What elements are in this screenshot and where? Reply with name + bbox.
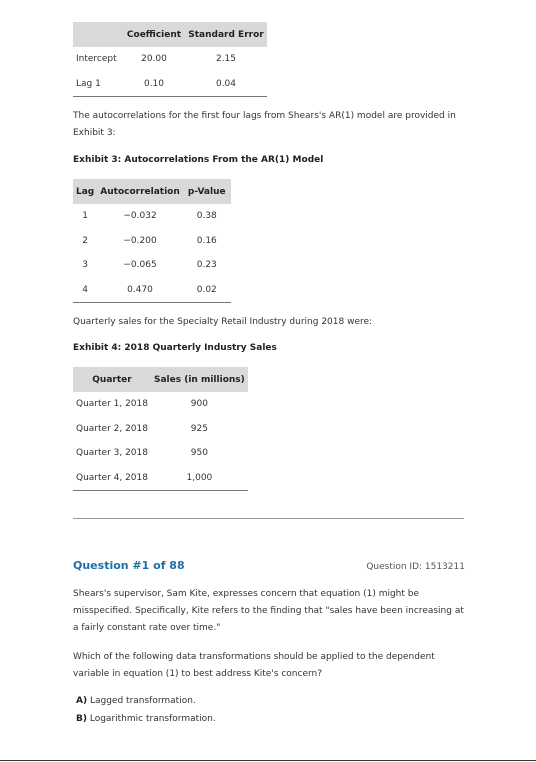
table-header-cell: Lag [73,179,97,204]
table-cell: Intercept [76,54,117,65]
table-cell: 0.10 [123,72,185,97]
table-header-cell: Autocorrelation [97,179,183,204]
table-cell: 900 [190,399,208,410]
option-text: Logarithmic transformation. [89,714,216,724]
table-header-cell [73,22,123,47]
table-header-cell: Quarter [73,367,151,392]
exhibit4-title: Exhibit 4: 2018 Quarterly Industry Sales [73,343,277,353]
table-cell: Lag 1 [73,72,123,97]
table-cell: Quarter 3, 2018 [76,448,148,459]
table-header-row [73,22,267,47]
table-cell: Quarter 1, 2018 [76,399,148,410]
page-bottom-border [0,760,536,761]
table-cell: 1,000 [151,466,248,491]
table-row [73,466,248,491]
table-row [73,441,248,466]
table-cell: 0.23 [196,260,217,271]
table-cell: 0.38 [196,211,217,222]
answer-option-a[interactable] [76,696,196,706]
table-cell: 0.16 [196,235,217,246]
table-cell: 0.470 [97,278,183,303]
table-cell: −0.065 [123,260,157,271]
table-header-cell: Coefficient [123,22,185,47]
answer-option-b[interactable] [76,714,216,724]
section-divider [73,518,464,519]
question-id: Question ID: 1513211 [366,562,465,572]
table-cell: 1 [82,211,88,222]
option-letter: A) [76,696,88,706]
table-header-row [73,367,248,392]
coefficient-table [73,22,267,97]
table-cell: 2.15 [215,54,237,65]
question-title: Question #1 of 88 [73,559,185,572]
table-cell: 2 [82,235,88,246]
table-row [73,229,231,254]
table-cell: 925 [190,423,208,434]
question-body: Shears's supervisor, Sam Kite, expresses concern that equation (1) might be misspecified. Specifically, Kite refers to the finding that "sales have been increasing at a fairly constant rate over time." [73,589,464,633]
table-row [73,392,248,417]
option-text: Lagged transformation. [89,696,196,706]
table-cell: 3 [82,260,88,271]
exhibit3-title: Exhibit 3: Autocorrelations From the AR(1) Model [73,155,324,165]
table-header-row [73,179,231,204]
autocorrelation-table [73,179,231,303]
table-cell: −0.032 [123,211,157,222]
table-cell: 950 [190,448,208,459]
question-prompt: Which of the following data transformations should be applied to the dependent variable in equation (1) to best address Kite's concern? [73,652,435,679]
quarterly-sales-table [73,367,248,491]
table-row [73,204,231,229]
table-header-cell: Sales (in millions) [151,367,248,392]
option-letter: B) [76,714,87,724]
exhibit4-intro-text: Quarterly sales for the Specialty Retail Industry during 2018 were: [73,317,373,327]
table-row [73,47,267,72]
table-row [73,253,231,278]
table-cell: 0.04 [185,72,267,97]
table-row [73,278,231,303]
table-header-cell: p-Value [183,179,231,204]
table-cell: 0.02 [183,278,231,303]
table-cell: −0.200 [123,235,157,246]
table-header-cell: Standard Error [185,22,267,47]
table-row [73,72,267,97]
exhibit3-intro-text: The autocorrelations for the first four lags from Shears's AR(1) model are provided in Exhibit 3: [73,111,456,138]
table-row [73,417,248,442]
table-cell: 4 [73,278,97,303]
table-cell: Quarter 4, 2018 [73,466,151,491]
table-cell: Quarter 2, 2018 [76,423,148,434]
table-cell: 20.00 [141,54,167,65]
